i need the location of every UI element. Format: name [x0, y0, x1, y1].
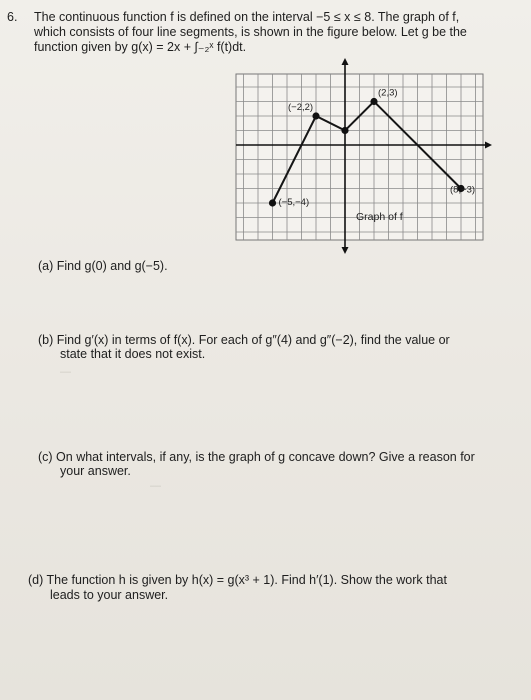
y-axis-arrow: [342, 58, 349, 65]
part-d-line-2: leads to your answer.: [50, 588, 169, 602]
bleed-through-text: —: [60, 366, 71, 378]
graph-point: [341, 127, 348, 134]
part-a-text: (a) Find g(0) and g(−5).: [38, 259, 168, 273]
part-c-line-2: your answer.: [60, 464, 131, 478]
intro-line-1: The continuous function f is defined on the interval −5 ≤ x ≤ 8. The graph of f,: [34, 10, 460, 24]
graph-point: [370, 98, 377, 105]
part-c-line-1: (c) On what intervals, if any, is the graph of g concave down? Give a reason for: [38, 450, 475, 464]
point-label: (−5,−4): [278, 197, 310, 208]
intro-line-2: which consists of four line segments, is shown in the figure below. Let g be the: [34, 25, 467, 39]
x-axis-arrow: [485, 142, 492, 149]
question-number: 6.: [7, 10, 18, 24]
point-label: (8,−3): [450, 184, 476, 196]
part-b-line-1: (b) Find g′(x) in terms of f(x). For each of g″(4) and g″(−2), find the value or: [38, 333, 450, 347]
graph-caption: Graph of f: [356, 211, 403, 223]
part-d-line-1: (d) The function h is given by h(x) = g(x³ + 1). Find h′(1). Show the work that: [28, 573, 447, 587]
y-axis-arrow-down: [342, 247, 349, 254]
graph-point: [269, 199, 276, 206]
point-label: (2,3): [378, 87, 398, 99]
part-b-line-2: state that it does not exist.: [60, 347, 206, 361]
intro-line-3: function given by g(x) = 2x + ∫₋₂ˣ f(t)dt.: [34, 40, 247, 54]
graph-point: [312, 112, 319, 119]
point-label: (−2,2): [288, 102, 314, 113]
bleed-through-text: —: [150, 480, 161, 492]
